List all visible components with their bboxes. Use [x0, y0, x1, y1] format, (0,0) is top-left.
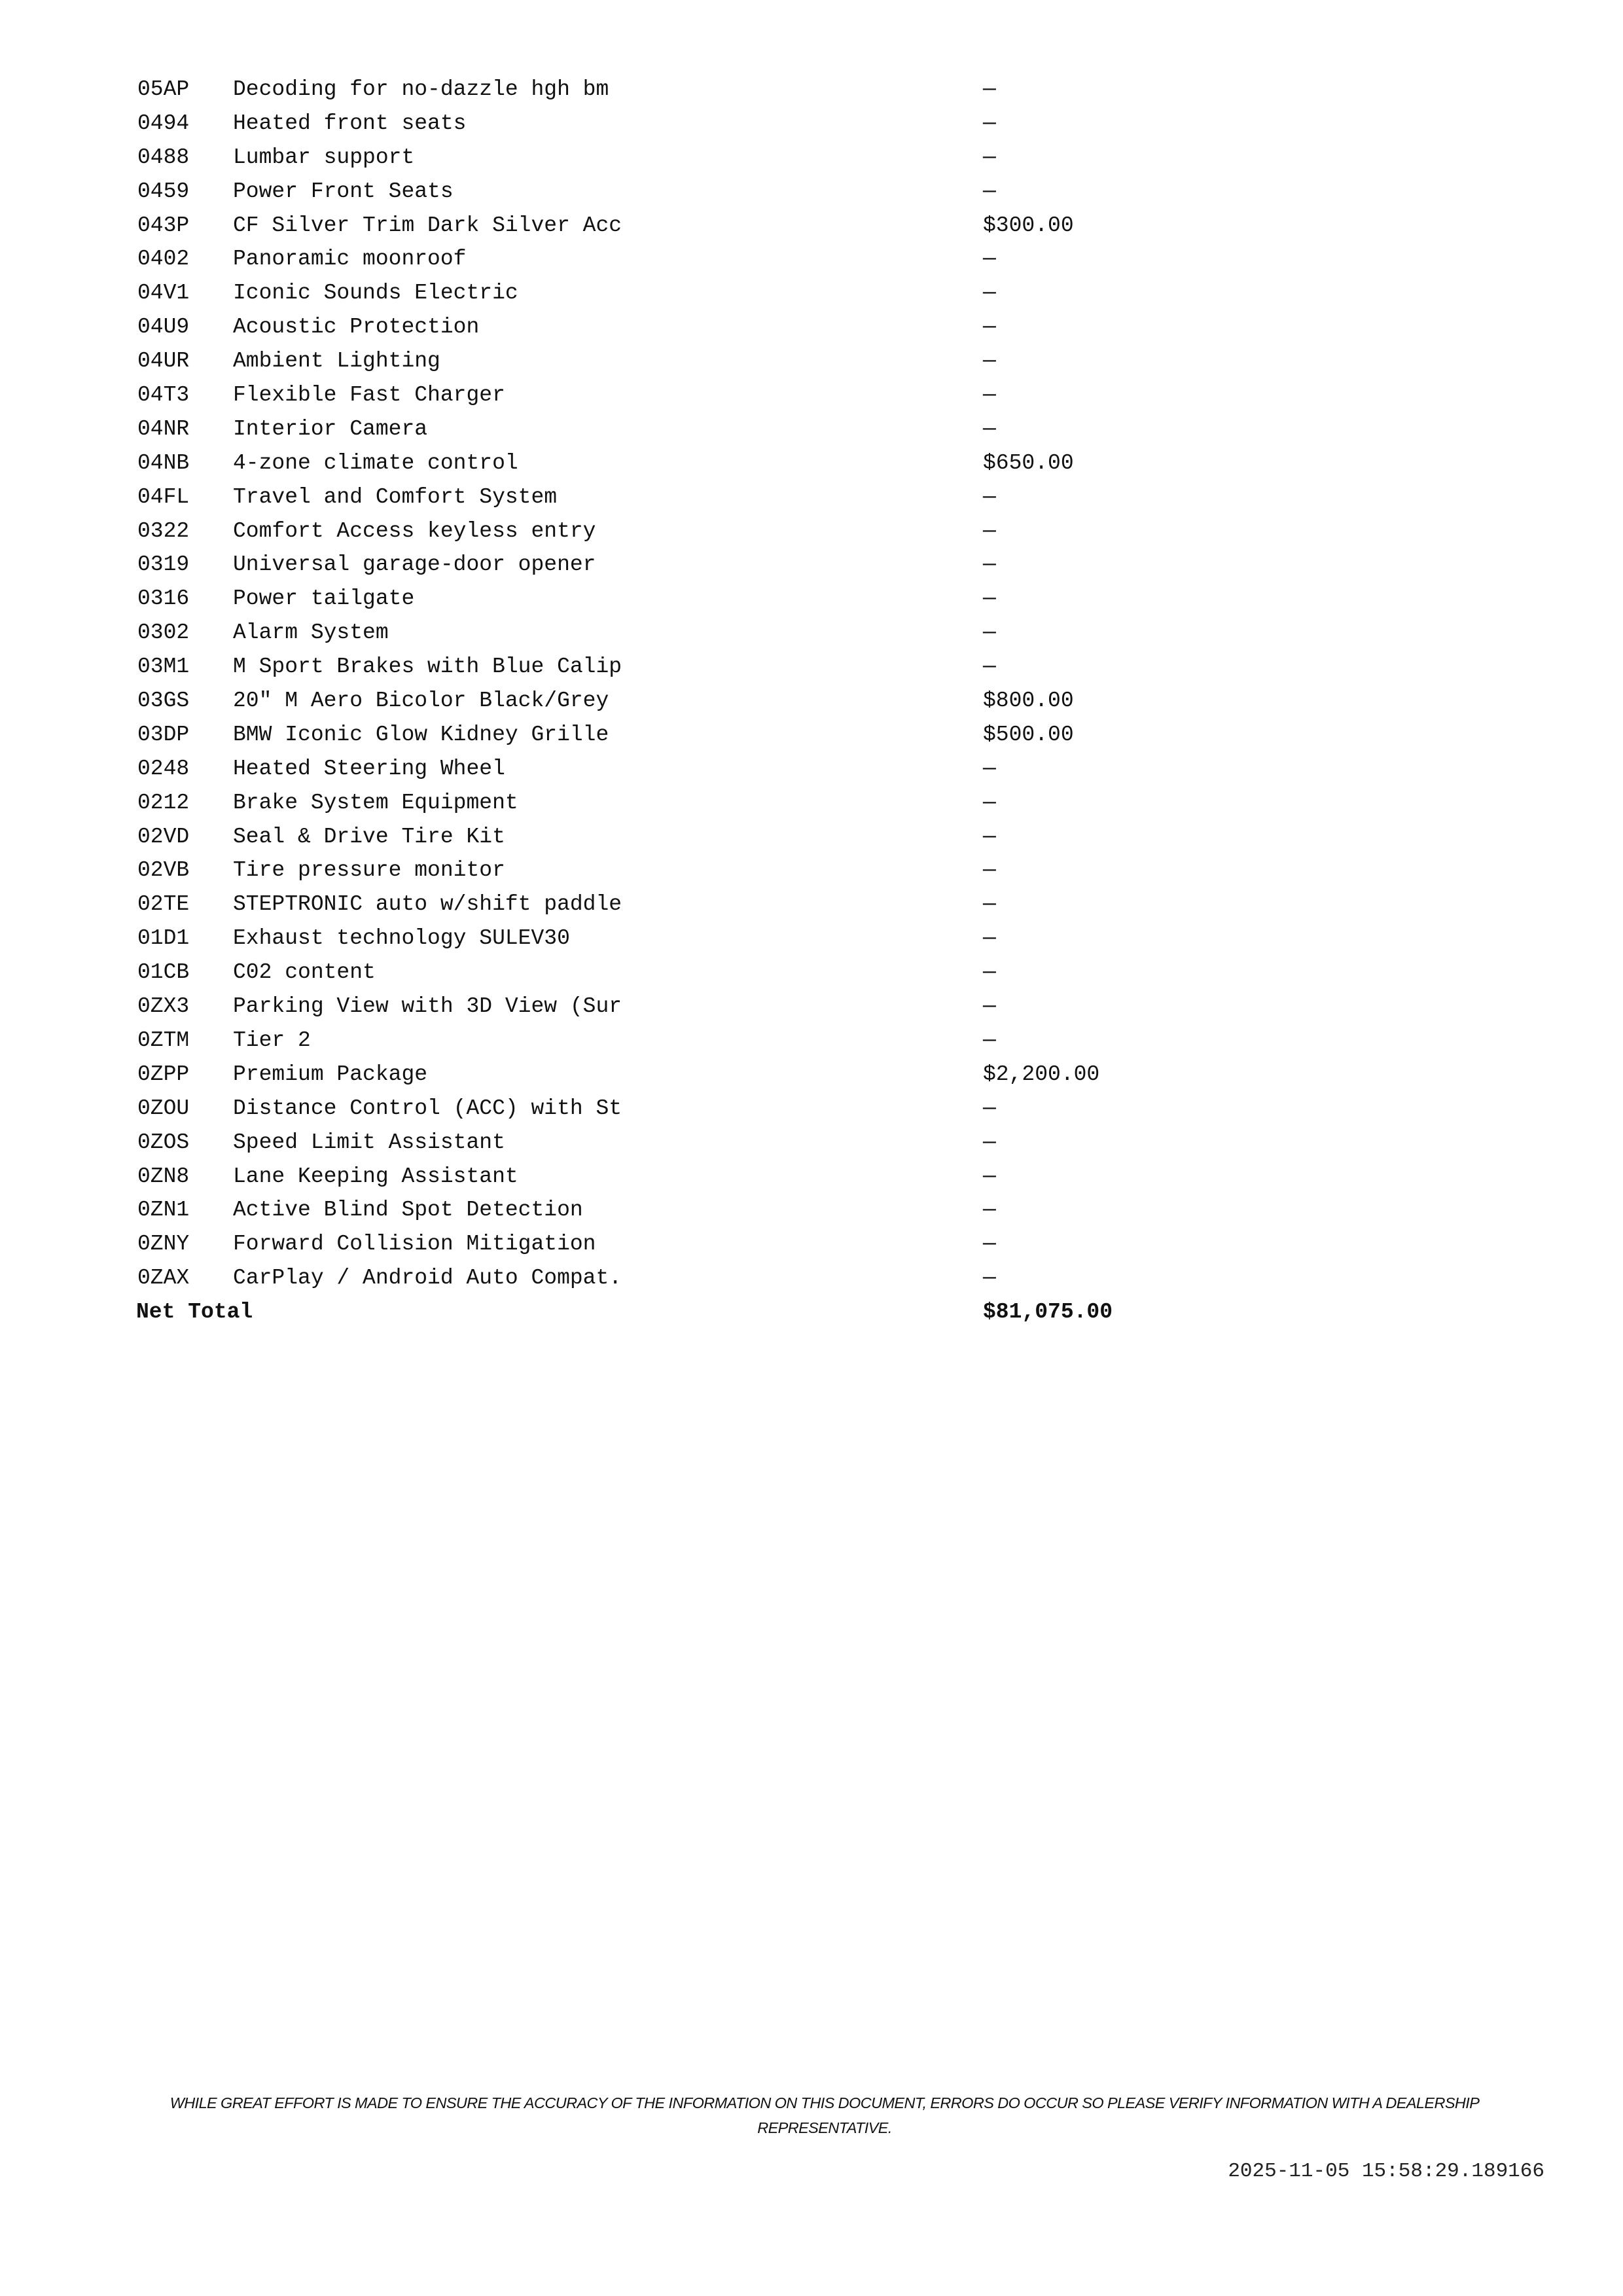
option-description: Tier 2 — [233, 1028, 311, 1052]
option-code: 0248 — [137, 756, 190, 781]
option-code: 0402 — [137, 247, 190, 272]
option-price: — — [983, 824, 996, 849]
option-row — [137, 1129, 1381, 1163]
option-price: — — [983, 586, 996, 611]
option-description: Active Blind Spot Detection — [233, 1198, 583, 1223]
option-code: 0459 — [137, 179, 190, 204]
option-description: Heated front seats — [233, 111, 467, 135]
option-code: 04T3 — [137, 383, 190, 408]
option-description: BMW Iconic Glow Kidney Grille — [233, 722, 609, 747]
option-code: 01CB — [137, 960, 190, 985]
option-price: — — [983, 620, 996, 645]
option-row — [137, 1163, 1381, 1197]
option-price: — — [983, 518, 996, 543]
option-price: — — [983, 145, 996, 170]
option-price: — — [983, 1266, 996, 1291]
option-row — [137, 110, 1381, 144]
option-code: 02VB — [137, 858, 190, 883]
option-code: 0ZOU — [137, 1096, 190, 1121]
option-description: Universal garage-door opener — [233, 552, 596, 577]
option-price: — — [983, 655, 996, 679]
option-row — [137, 144, 1381, 178]
option-price: — — [983, 247, 996, 272]
option-description: Comfort Access keyless entry — [233, 518, 596, 543]
option-price: — — [983, 383, 996, 408]
option-description: Tire pressure monitor — [233, 858, 505, 883]
option-description: Panoramic moonroof — [233, 247, 467, 272]
option-row — [137, 823, 1381, 857]
option-description: Forward Collision Mitigation — [233, 1232, 596, 1257]
option-row — [137, 1230, 1381, 1265]
option-code: 04NR — [137, 416, 190, 441]
option-price: — — [983, 994, 996, 1019]
option-description: Parking View with 3D View (Sur — [233, 994, 622, 1019]
option-description: C02 content — [233, 960, 376, 985]
option-price: $800.00 — [983, 689, 1074, 713]
option-code: 0494 — [137, 111, 190, 135]
option-row — [137, 653, 1381, 687]
option-row — [137, 178, 1381, 212]
option-row — [137, 551, 1381, 585]
option-price: — — [983, 416, 996, 441]
option-price: — — [983, 315, 996, 340]
option-code: 04V1 — [137, 281, 190, 306]
option-row — [137, 314, 1381, 348]
option-price: — — [983, 179, 996, 204]
net-total-amount: $81,075.00 — [983, 1300, 1113, 1325]
option-price: — — [983, 552, 996, 577]
option-price: $500.00 — [983, 722, 1074, 747]
option-description: CF Silver Trim Dark Silver Acc — [233, 213, 622, 238]
option-code: 0ZOS — [137, 1130, 190, 1155]
option-price: $650.00 — [983, 450, 1074, 475]
option-code: 0ZN8 — [137, 1164, 190, 1189]
option-description: Premium Package — [233, 1062, 428, 1086]
option-row — [137, 76, 1381, 110]
option-price: — — [983, 111, 996, 135]
option-price: — — [983, 1028, 996, 1052]
option-price: — — [983, 1198, 996, 1223]
option-description: Acoustic Protection — [233, 315, 480, 340]
option-description: 20" M Aero Bicolor Black/Grey — [233, 689, 609, 713]
option-description: Seal & Drive Tire Kit — [233, 824, 505, 849]
option-row — [137, 245, 1381, 279]
option-row — [137, 484, 1381, 518]
option-description: Heated Steering Wheel — [233, 756, 505, 781]
option-description: Interior Camera — [233, 416, 428, 441]
option-code: 0ZAX — [137, 1266, 190, 1291]
option-code: 0316 — [137, 586, 190, 611]
option-description: Brake System Equipment — [233, 790, 518, 815]
option-price: — — [983, 1130, 996, 1155]
generated-timestamp: 2025-11-05 15:58:29.189166 — [1228, 2160, 1544, 2183]
option-code: 0ZTM — [137, 1028, 190, 1052]
option-code: 05AP — [137, 77, 190, 101]
option-row — [137, 687, 1381, 721]
option-code: 0212 — [137, 790, 190, 815]
net-total-label: Net Total — [136, 1300, 253, 1325]
option-description: M Sport Brakes with Blue Calip — [233, 655, 622, 679]
option-price: — — [983, 926, 996, 951]
option-row — [137, 1196, 1381, 1230]
option-description: Ambient Lighting — [233, 349, 440, 374]
option-description: Lane Keeping Assistant — [233, 1164, 518, 1189]
option-row — [137, 959, 1381, 993]
option-code: 03M1 — [137, 655, 190, 679]
option-price: — — [983, 77, 996, 101]
option-row — [137, 993, 1381, 1027]
option-price: $300.00 — [983, 213, 1074, 238]
option-price: — — [983, 281, 996, 306]
option-row — [137, 279, 1381, 314]
option-description: Speed Limit Assistant — [233, 1130, 505, 1155]
option-price: — — [983, 484, 996, 509]
option-row — [137, 857, 1381, 891]
option-row — [137, 1265, 1381, 1299]
option-price: — — [983, 349, 996, 374]
option-code: 04UR — [137, 349, 190, 374]
option-description: 4-zone climate control — [233, 450, 518, 475]
option-code: 03DP — [137, 722, 190, 747]
option-description: Iconic Sounds Electric — [233, 281, 518, 306]
option-price: — — [983, 892, 996, 917]
option-description: Power Front Seats — [233, 179, 454, 204]
option-price: — — [983, 1096, 996, 1121]
option-code: 04NB — [137, 450, 190, 475]
option-description: Alarm System — [233, 620, 389, 645]
option-row — [137, 416, 1381, 450]
option-code: 0302 — [137, 620, 190, 645]
option-description: CarPlay / Android Auto Compat. — [233, 1266, 622, 1291]
option-code: 01D1 — [137, 926, 190, 951]
option-row — [137, 755, 1381, 789]
option-description: Decoding for no-dazzle hgh bm — [233, 77, 609, 101]
option-description: Flexible Fast Charger — [233, 383, 505, 408]
option-row — [137, 1095, 1381, 1129]
option-description: Travel and Comfort System — [233, 484, 558, 509]
option-code: 0ZNY — [137, 1232, 190, 1257]
option-price: — — [983, 858, 996, 883]
option-row — [137, 585, 1381, 619]
option-code: 0488 — [137, 145, 190, 170]
option-row — [137, 382, 1381, 416]
option-code: 02VD — [137, 824, 190, 849]
option-price: — — [983, 1232, 996, 1257]
option-price: — — [983, 756, 996, 781]
net-total-row — [137, 1299, 1381, 1333]
option-code: 02TE — [137, 892, 190, 917]
options-list — [137, 76, 1381, 1333]
option-code: 0319 — [137, 552, 190, 577]
option-description: Distance Control (ACC) with St — [233, 1096, 622, 1121]
option-code: 04U9 — [137, 315, 190, 340]
option-description: Lumbar support — [233, 145, 415, 170]
option-price: — — [983, 960, 996, 985]
option-code: 0ZX3 — [137, 994, 190, 1019]
option-code: 043P — [137, 213, 190, 238]
option-code: 04FL — [137, 484, 190, 509]
option-row — [137, 212, 1381, 246]
option-row — [137, 925, 1381, 959]
option-row — [137, 619, 1381, 653]
disclaimer-text: WHILE GREAT EFFORT IS MADE TO ENSURE THE ACCURACY OF THE INFORMATION ON THIS DOCUMENT, ERRORS DO OCCUR SO PLEASE VERIFY INFORMATION WITH A DEALERSHIP REPRESENTATIVE. — [169, 2094, 1480, 2136]
option-price: — — [983, 790, 996, 815]
option-row — [137, 891, 1381, 925]
option-row — [137, 450, 1381, 484]
option-code: 03GS — [137, 689, 190, 713]
option-row — [137, 789, 1381, 823]
option-description: STEPTRONIC auto w/shift paddle — [233, 892, 622, 917]
option-row — [137, 348, 1381, 382]
option-description: Power tailgate — [233, 586, 415, 611]
option-code: 0ZN1 — [137, 1198, 190, 1223]
option-price: $2,200.00 — [983, 1062, 1100, 1086]
option-row — [137, 1027, 1381, 1061]
option-code: 0322 — [137, 518, 190, 543]
option-row — [137, 518, 1381, 552]
option-row — [137, 721, 1381, 755]
option-price: — — [983, 1164, 996, 1189]
option-code: 0ZPP — [137, 1062, 190, 1086]
option-row — [137, 1061, 1381, 1095]
option-description: Exhaust technology SULEV30 — [233, 926, 570, 951]
